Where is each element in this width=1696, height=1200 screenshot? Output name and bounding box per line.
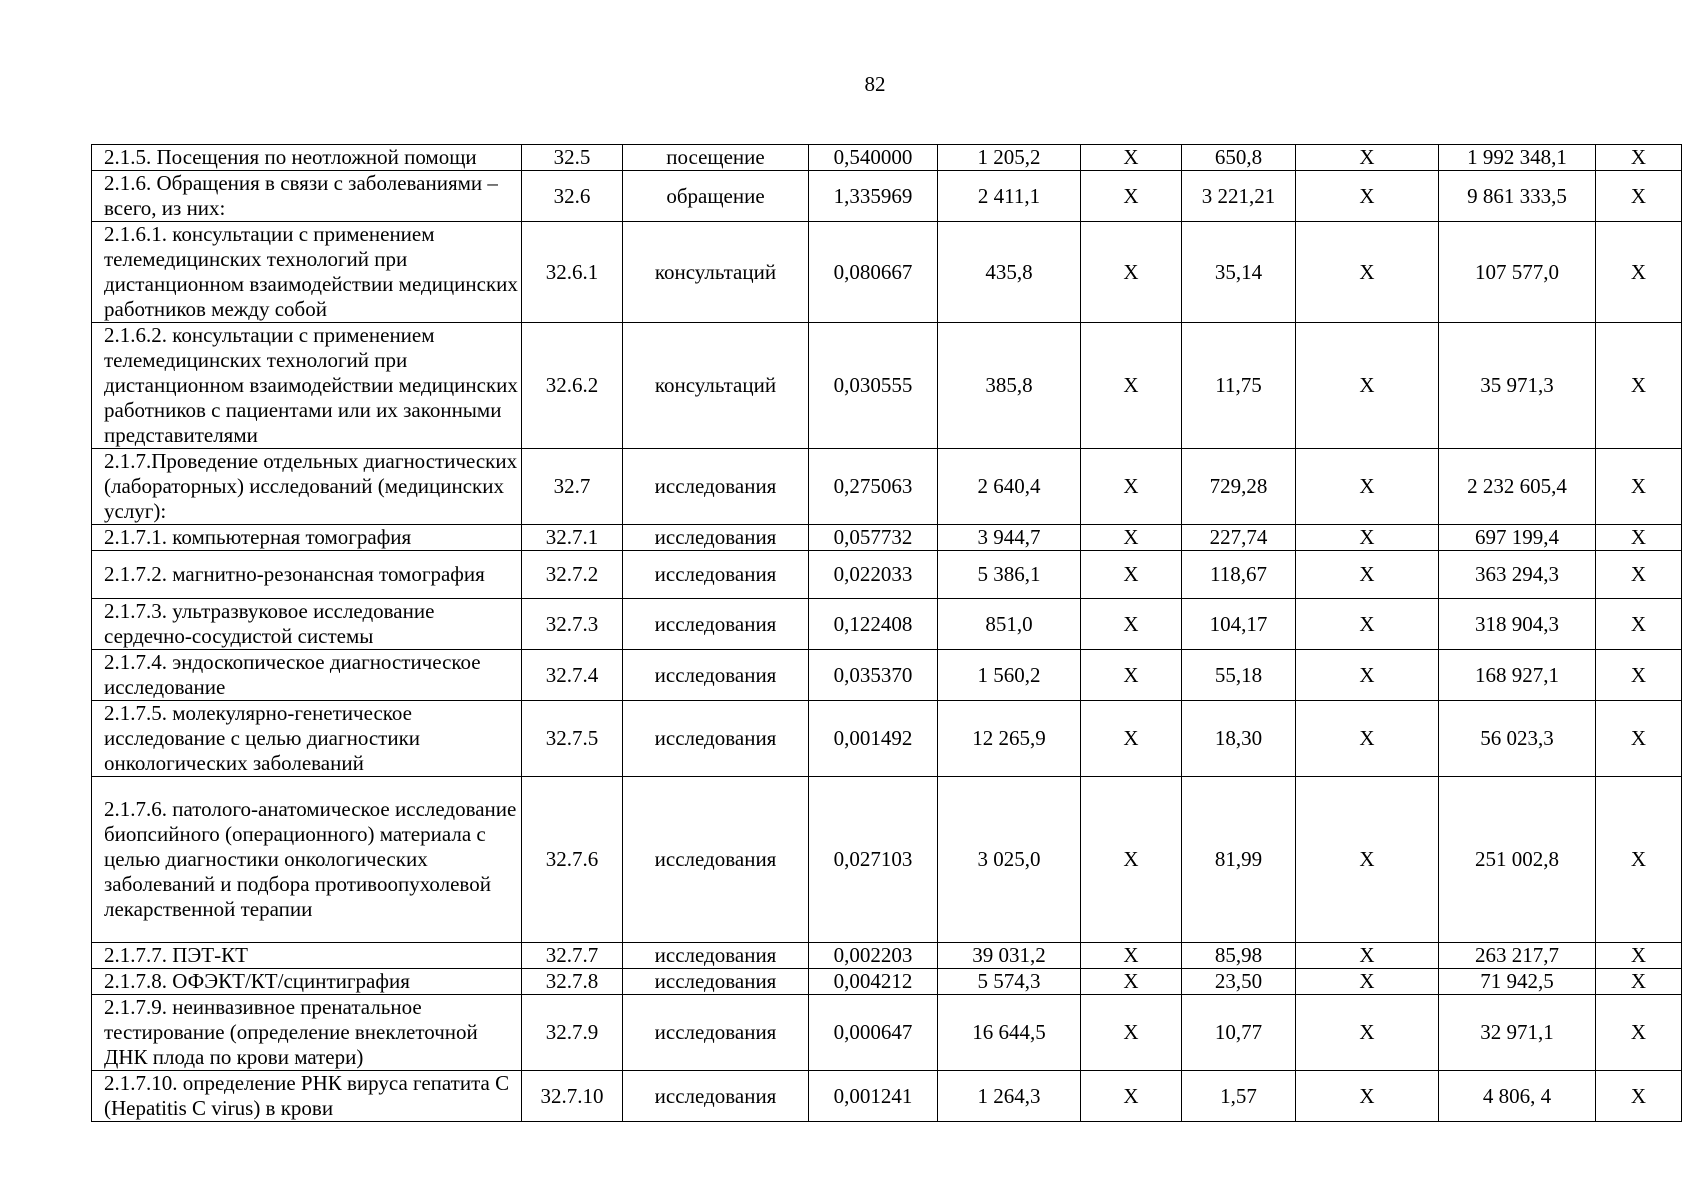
row-code-cell: 32.6	[522, 171, 623, 222]
row-unit-cell: исследования	[623, 449, 809, 525]
row-x-cell: Х	[1081, 650, 1182, 701]
row-total-cell: 251 002,8	[1439, 777, 1596, 943]
row-per-capita-cell: 81,99	[1182, 777, 1296, 943]
row-per-capita-cell: 18,30	[1182, 701, 1296, 777]
row-unit-cell: исследования	[623, 943, 809, 969]
row-total-cell: 263 217,7	[1439, 943, 1596, 969]
table-row	[92, 449, 1682, 525]
row-cost-cell: 851,0	[938, 599, 1081, 650]
row-x-cell: Х	[1596, 650, 1682, 701]
row-code-cell: 32.7.8	[522, 969, 623, 995]
table-row	[92, 145, 1682, 171]
row-x-cell: Х	[1081, 449, 1182, 525]
row-x-cell: Х	[1081, 222, 1182, 323]
row-x-cell: Х	[1596, 777, 1682, 943]
row-code-cell: 32.7.5	[522, 701, 623, 777]
row-x-cell: Х	[1296, 969, 1439, 995]
row-code-cell: 32.7	[522, 449, 623, 525]
row-cost-cell: 2 411,1	[938, 171, 1081, 222]
row-code-cell: 32.7.4	[522, 650, 623, 701]
row-unit-cell: посещение	[623, 145, 809, 171]
row-name-cell: 2.1.7.10. определение РНК вируса гепатита С (Hepatitis C virus) в крови	[92, 1071, 522, 1122]
row-x-cell: Х	[1596, 599, 1682, 650]
row-x-cell: Х	[1596, 171, 1682, 222]
row-x-cell: Х	[1081, 701, 1182, 777]
row-name-cell: 2.1.7.8. ОФЭКТ/КТ/сцинтиграфия	[92, 969, 522, 995]
table-row	[92, 777, 1682, 943]
row-unit-cell: исследования	[623, 650, 809, 701]
row-per-capita-cell: 104,17	[1182, 599, 1296, 650]
row-cost-cell: 385,8	[938, 323, 1081, 449]
row-code-cell: 32.7.6	[522, 777, 623, 943]
row-x-cell: Х	[1596, 995, 1682, 1071]
row-x-cell: Х	[1596, 525, 1682, 551]
row-name-cell: 2.1.7.9. неинвазивное пренатальное тестирование (определение внеклеточной ДНК плода по крови матери)	[92, 995, 522, 1071]
row-code-cell: 32.7.1	[522, 525, 623, 551]
row-name-cell: 2.1.7.4. эндоскопическое диагностическое исследование	[92, 650, 522, 701]
row-cost-cell: 1 264,3	[938, 1071, 1081, 1122]
row-cost-cell: 1 560,2	[938, 650, 1081, 701]
row-x-cell: Х	[1296, 171, 1439, 222]
row-total-cell: 4 806, 4	[1439, 1071, 1596, 1122]
row-unit-cell: консультаций	[623, 222, 809, 323]
row-x-cell: Х	[1296, 701, 1439, 777]
table-body	[92, 145, 1682, 1122]
row-x-cell: Х	[1596, 222, 1682, 323]
row-x-cell: Х	[1081, 171, 1182, 222]
row-x-cell: Х	[1596, 1071, 1682, 1122]
row-unit-cell: исследования	[623, 525, 809, 551]
row-cost-cell: 2 640,4	[938, 449, 1081, 525]
row-code-cell: 32.5	[522, 145, 623, 171]
row-code-cell: 32.7.9	[522, 995, 623, 1071]
table-row	[92, 599, 1682, 650]
row-cost-cell: 1 205,2	[938, 145, 1081, 171]
row-per-capita-cell: 3 221,21	[1182, 171, 1296, 222]
table-row	[92, 171, 1682, 222]
row-name-cell: 2.1.7.6. патолого-анатомическое исследование биопсийного (операционного) материала с целью диагностики онкологических заболеваний и подбора противоопухолевой лекарственной терапии	[92, 777, 522, 943]
row-unit-cell: обращение	[623, 171, 809, 222]
row-total-cell: 168 927,1	[1439, 650, 1596, 701]
row-norm-cell: 0,275063	[809, 449, 938, 525]
row-total-cell: 71 942,5	[1439, 969, 1596, 995]
row-per-capita-cell: 85,98	[1182, 943, 1296, 969]
table-row	[92, 222, 1682, 323]
row-x-cell: Х	[1081, 145, 1182, 171]
table-row	[92, 1071, 1682, 1122]
row-per-capita-cell: 729,28	[1182, 449, 1296, 525]
table-row	[92, 701, 1682, 777]
row-x-cell: Х	[1296, 650, 1439, 701]
row-name-cell: 2.1.5. Посещения по неотложной помощи	[92, 145, 522, 171]
row-x-cell: Х	[1081, 777, 1182, 943]
row-x-cell: Х	[1296, 943, 1439, 969]
row-x-cell: Х	[1296, 525, 1439, 551]
row-x-cell: Х	[1596, 701, 1682, 777]
row-unit-cell: исследования	[623, 551, 809, 599]
row-cost-cell: 39 031,2	[938, 943, 1081, 969]
row-x-cell: Х	[1296, 222, 1439, 323]
row-x-cell: Х	[1596, 145, 1682, 171]
row-unit-cell: исследования	[623, 969, 809, 995]
row-x-cell: Х	[1081, 323, 1182, 449]
table-row	[92, 943, 1682, 969]
row-unit-cell: исследования	[623, 995, 809, 1071]
row-norm-cell: 0,540000	[809, 145, 938, 171]
row-x-cell: Х	[1296, 323, 1439, 449]
row-total-cell: 107 577,0	[1439, 222, 1596, 323]
row-per-capita-cell: 10,77	[1182, 995, 1296, 1071]
row-total-cell: 56 023,3	[1439, 701, 1596, 777]
row-name-cell: 2.1.7.Проведение отдельных диагностических (лабораторных) исследований (медицинских услуг):	[92, 449, 522, 525]
row-per-capita-cell: 118,67	[1182, 551, 1296, 599]
row-norm-cell: 0,057732	[809, 525, 938, 551]
row-code-cell: 32.6.1	[522, 222, 623, 323]
row-x-cell: Х	[1296, 145, 1439, 171]
row-x-cell: Х	[1081, 551, 1182, 599]
row-norm-cell: 0,004212	[809, 969, 938, 995]
table-row	[92, 650, 1682, 701]
row-name-cell: 2.1.7.1. компьютерная томография	[92, 525, 522, 551]
row-norm-cell: 1,335969	[809, 171, 938, 222]
table-row	[92, 525, 1682, 551]
row-x-cell: Х	[1596, 449, 1682, 525]
row-code-cell: 32.7.7	[522, 943, 623, 969]
row-total-cell: 32 971,1	[1439, 995, 1596, 1071]
table-row	[92, 323, 1682, 449]
row-total-cell: 1 992 348,1	[1439, 145, 1596, 171]
row-norm-cell: 0,001241	[809, 1071, 938, 1122]
row-x-cell: Х	[1081, 525, 1182, 551]
row-x-cell: Х	[1596, 943, 1682, 969]
row-unit-cell: исследования	[623, 701, 809, 777]
row-cost-cell: 12 265,9	[938, 701, 1081, 777]
row-total-cell: 2 232 605,4	[1439, 449, 1596, 525]
row-name-cell: 2.1.7.3. ультразвуковое исследование сердечно-сосудистой системы	[92, 599, 522, 650]
row-name-cell: 2.1.7.7. ПЭТ-КТ	[92, 943, 522, 969]
row-x-cell: Х	[1596, 551, 1682, 599]
row-norm-cell: 0,027103	[809, 777, 938, 943]
page-number: 82	[864, 72, 886, 96]
row-x-cell: Х	[1296, 599, 1439, 650]
row-name-cell: 2.1.7.5. молекулярно-генетическое исследование с целью диагностики онкологических заболеваний	[92, 701, 522, 777]
row-per-capita-cell: 23,50	[1182, 969, 1296, 995]
row-x-cell: Х	[1296, 995, 1439, 1071]
row-norm-cell: 0,035370	[809, 650, 938, 701]
row-code-cell: 32.7.3	[522, 599, 623, 650]
row-name-cell: 2.1.7.2. магнитно-резонансная томография	[92, 551, 522, 599]
row-unit-cell: исследования	[623, 1071, 809, 1122]
row-x-cell: Х	[1596, 323, 1682, 449]
row-unit-cell: исследования	[623, 777, 809, 943]
table-row	[92, 551, 1682, 599]
row-x-cell: Х	[1296, 551, 1439, 599]
row-cost-cell: 16 644,5	[938, 995, 1081, 1071]
row-cost-cell: 5 386,1	[938, 551, 1081, 599]
row-unit-cell: исследования	[623, 599, 809, 650]
row-norm-cell: 0,022033	[809, 551, 938, 599]
row-cost-cell: 3 025,0	[938, 777, 1081, 943]
row-x-cell: Х	[1081, 943, 1182, 969]
row-x-cell: Х	[1296, 449, 1439, 525]
row-name-cell: 2.1.6.2. консультации с применением телемедицинских технологий при дистанционном взаимодействии медицинских работников с пациентами или их законными представителями	[92, 323, 522, 449]
table-row	[92, 969, 1682, 995]
row-norm-cell: 0,030555	[809, 323, 938, 449]
row-cost-cell: 435,8	[938, 222, 1081, 323]
row-x-cell: Х	[1081, 599, 1182, 650]
row-per-capita-cell: 650,8	[1182, 145, 1296, 171]
row-per-capita-cell: 11,75	[1182, 323, 1296, 449]
row-total-cell: 363 294,3	[1439, 551, 1596, 599]
row-x-cell: Х	[1296, 1071, 1439, 1122]
table-row	[92, 995, 1682, 1071]
row-cost-cell: 3 944,7	[938, 525, 1081, 551]
row-x-cell: Х	[1081, 969, 1182, 995]
row-total-cell: 318 904,3	[1439, 599, 1596, 650]
row-per-capita-cell: 1,57	[1182, 1071, 1296, 1122]
row-per-capita-cell: 35,14	[1182, 222, 1296, 323]
row-per-capita-cell: 55,18	[1182, 650, 1296, 701]
row-total-cell: 9 861 333,5	[1439, 171, 1596, 222]
row-code-cell: 32.6.2	[522, 323, 623, 449]
row-total-cell: 697 199,4	[1439, 525, 1596, 551]
row-x-cell: Х	[1081, 995, 1182, 1071]
row-norm-cell: 0,000647	[809, 995, 938, 1071]
row-x-cell: Х	[1081, 1071, 1182, 1122]
row-per-capita-cell: 227,74	[1182, 525, 1296, 551]
row-x-cell: Х	[1296, 777, 1439, 943]
row-x-cell: Х	[1596, 969, 1682, 995]
row-norm-cell: 0,002203	[809, 943, 938, 969]
norms-table	[91, 144, 1682, 1122]
row-code-cell: 32.7.10	[522, 1071, 623, 1122]
row-name-cell: 2.1.6. Обращения в связи с заболеваниями – всего, из них:	[92, 171, 522, 222]
row-unit-cell: консультаций	[623, 323, 809, 449]
row-code-cell: 32.7.2	[522, 551, 623, 599]
row-total-cell: 35 971,3	[1439, 323, 1596, 449]
row-cost-cell: 5 574,3	[938, 969, 1081, 995]
row-norm-cell: 0,122408	[809, 599, 938, 650]
row-norm-cell: 0,080667	[809, 222, 938, 323]
row-norm-cell: 0,001492	[809, 701, 938, 777]
row-name-cell: 2.1.6.1. консультации с применением телемедицинских технологий при дистанционном взаимодействии медицинских работников между собой	[92, 222, 522, 323]
